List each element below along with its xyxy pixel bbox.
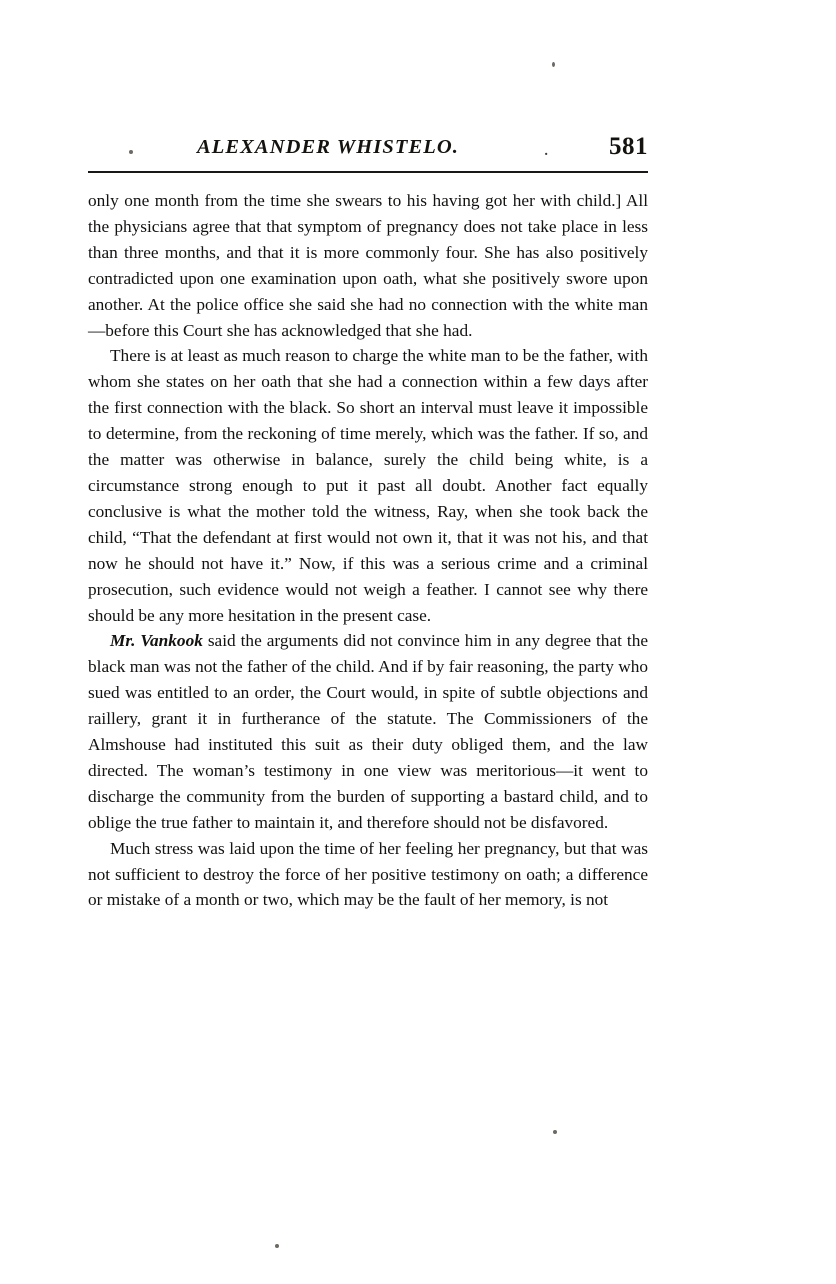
- scan-speck: [553, 1130, 557, 1134]
- paragraph: Mr. Vankook said the arguments did not convince him in any degree that the black man was not the father of the child. And if by fair reasoning, the party who sued was entitled to an order, the Court would, in spite of subtle objections and raillery, grant it in furtherance of the statute. The Commissioners of the Almshouse had instituted this suit as their duty obliged them, and the law directed. The woman’s testimony in one view was meritorious—it went to discharge the community from the burden of supporting a bastard child, and to oblige the true father to maintain it, and therefore should not be disfavored.: [88, 631, 649, 832]
- header-rule: [88, 171, 648, 173]
- paragraph: only one month from the time she swears to his having got her with child.] All the physicians agree that that symptom of pregnancy does not take place in less than three months, and that it is more commonly four. She has also positively contradicted upon one examination upon oath, what she positively swore upon another. At the police office she said she had no connection with the white man—before this Court she has acknowledged that she had.: [88, 191, 648, 340]
- speaker-name: Mr. Vankook: [110, 631, 203, 651]
- page-header: [88, 133, 648, 166]
- scan-speck: [275, 1244, 279, 1248]
- running-head-dot: ·: [543, 144, 550, 165]
- running-head: ALEXANDER WHISTELO.: [196, 136, 460, 158]
- paragraph: There is at least as much reason to charge the white man to be the father, with whom she states on her oath that she had a connection within a few days after the first connection with the black. So short an interval must leave it impossible to determine, from the reckoning of time merely, which was the father. If so, and the matter was otherwise in balance, surely the child being white, is a circumstance strong enough to put it past all doubt. Another fact equally conclusive is what the mother told the witness, Ray, when she took back the child, “That the defendant at first would not own it, that it was not his, and that now he should not have it.” Now, if this was a serious crime and a criminal prosecution, such evidence would not weigh a feather. I cannot see why there should be any more hesitation in the present case.: [88, 346, 648, 625]
- scan-speck: [552, 62, 555, 67]
- page-number: 581: [609, 133, 648, 160]
- paragraph: Much stress was laid upon the time of her feeling her pregnancy, but that was not sufficient to destroy the force of her positive testimony on oath; a difference or mistake of a month or two, which may be the fault of her memory, is not: [88, 838, 648, 910]
- page-body: [88, 188, 648, 913]
